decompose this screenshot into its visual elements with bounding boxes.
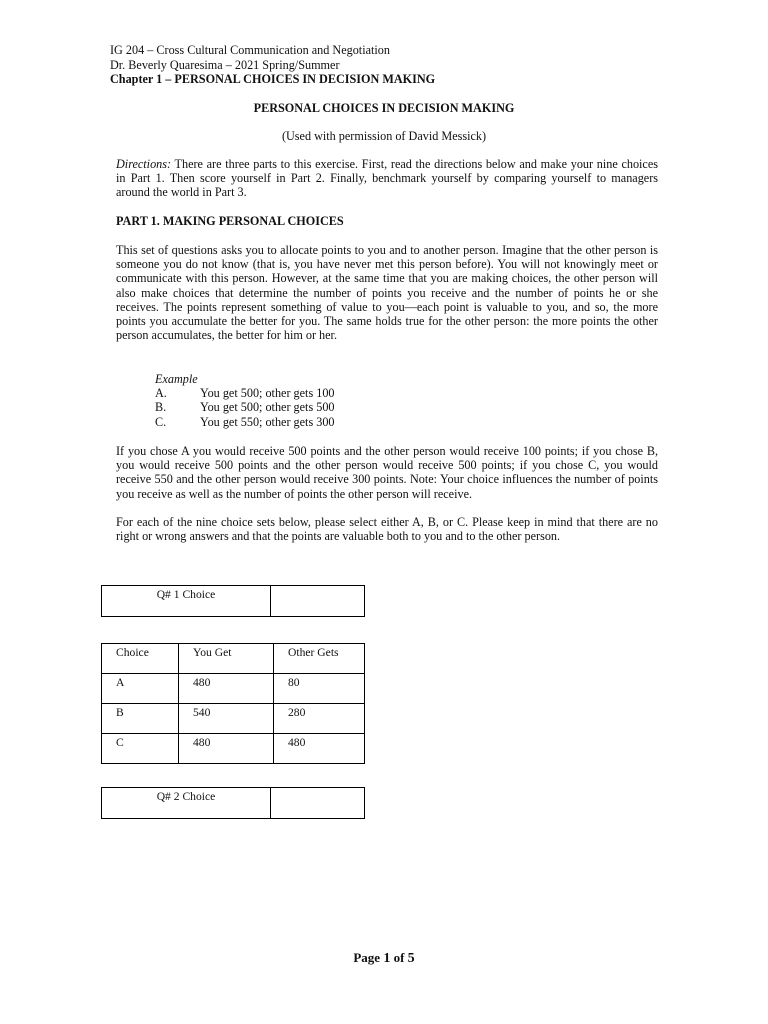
example-item bbox=[155, 415, 335, 429]
q1-label: Q# 1 Choice bbox=[102, 586, 271, 617]
footer-total-pages: 5 bbox=[407, 951, 415, 966]
example-item bbox=[155, 400, 335, 414]
chapter-line: Chapter 1 – PERSONAL CHOICES IN DECISION MAKING bbox=[110, 72, 436, 86]
q2-label: Q# 2 Choice bbox=[102, 788, 271, 819]
footer-mid: of bbox=[390, 950, 408, 965]
page-title: PERSONAL CHOICES IN DECISION MAKING bbox=[253, 101, 515, 115]
footer-prefix: Page bbox=[353, 950, 384, 965]
q2-answer-cell[interactable] bbox=[271, 788, 365, 819]
table-cell: 480 bbox=[179, 674, 274, 704]
document-header bbox=[110, 43, 435, 87]
directions-paragraph bbox=[116, 157, 658, 200]
table-cell: 480 bbox=[179, 734, 274, 764]
table-cell: 280 bbox=[274, 704, 365, 734]
example-letter: B. bbox=[155, 400, 167, 415]
table-header-row bbox=[102, 644, 365, 674]
part1-heading: PART 1. MAKING PERSONAL CHOICES bbox=[116, 214, 344, 228]
directions-text: There are three parts to this exercise. First, read the directions below and make your nine choices in Part 1. Then score yourself in Part 2. Finally, benchmark yourself by comparing yourself to managers around the world in Part 3. bbox=[116, 157, 658, 200]
header-cell: Other Gets bbox=[274, 644, 365, 674]
footer-current-page: 1 bbox=[383, 951, 391, 966]
page-subtitle: (Used with permission of David Messick) bbox=[281, 129, 487, 143]
table-cell: 80 bbox=[274, 674, 365, 704]
table-cell: 540 bbox=[179, 704, 274, 734]
directions-label: Directions: bbox=[116, 157, 172, 171]
example-title: Example bbox=[155, 372, 198, 386]
example-letter: C. bbox=[155, 414, 167, 429]
table-cell: C bbox=[102, 734, 179, 764]
table-row bbox=[102, 704, 365, 734]
example-letter: A. bbox=[155, 386, 167, 401]
choice-options-table bbox=[101, 643, 365, 764]
q1-answer-cell[interactable] bbox=[271, 586, 365, 617]
table-cell: 480 bbox=[274, 734, 365, 764]
instruction-paragraph: For each of the nine choice sets below, please select either A, B, or C. Please keep in mind that there are no right or wrong answers and that the points are valuable both to you and to the other person. bbox=[116, 515, 658, 544]
table-row bbox=[102, 674, 365, 704]
q1-choice-table bbox=[101, 585, 365, 617]
example-text: You get 500; other gets 100 bbox=[200, 386, 335, 401]
header-cell: Choice bbox=[102, 644, 179, 674]
header-cell: You Get bbox=[179, 644, 274, 674]
course-line: IG 204 – Cross Cultural Communication and Negotiation bbox=[110, 43, 390, 57]
example-text: You get 550; other gets 300 bbox=[200, 414, 335, 429]
explanation-paragraph: If you chose A you would receive 500 points and the other person would receive 100 points; if you chose B, you would receive 500 points and the other person would receive 500 points; if you chose C, you would receive 550 and the other person would receive 300 points. Note: Your choice influences the number of points you receive as well as the number of points the other person will receive. bbox=[116, 444, 658, 501]
q2-choice-table bbox=[101, 787, 365, 819]
example-item bbox=[155, 386, 335, 400]
example-text: You get 500; other gets 500 bbox=[200, 400, 335, 415]
table-cell: B bbox=[102, 704, 179, 734]
instructor-line: Dr. Beverly Quaresima – 2021 Spring/Summer bbox=[110, 57, 340, 72]
example-block bbox=[155, 372, 335, 429]
part1-intro-paragraph: This set of questions asks you to allocate points to you and to another person. Imagine that the other person is someone you do not know (that is, you have never met this person before). You will not knowingly meet or communicate with this person. However, at the same time that you are making choices, the other person will also make choices that determine the number of points you receive and the number of points he or she receives. The points represent something of value to you—each point is valuable to you, and so, the more points you accumulate the better for you. The same holds true for the other person: the more points the other person accumulates, the better for him or her. bbox=[116, 243, 658, 343]
table-row bbox=[102, 734, 365, 764]
page-footer bbox=[0, 951, 768, 966]
table-cell: A bbox=[102, 674, 179, 704]
